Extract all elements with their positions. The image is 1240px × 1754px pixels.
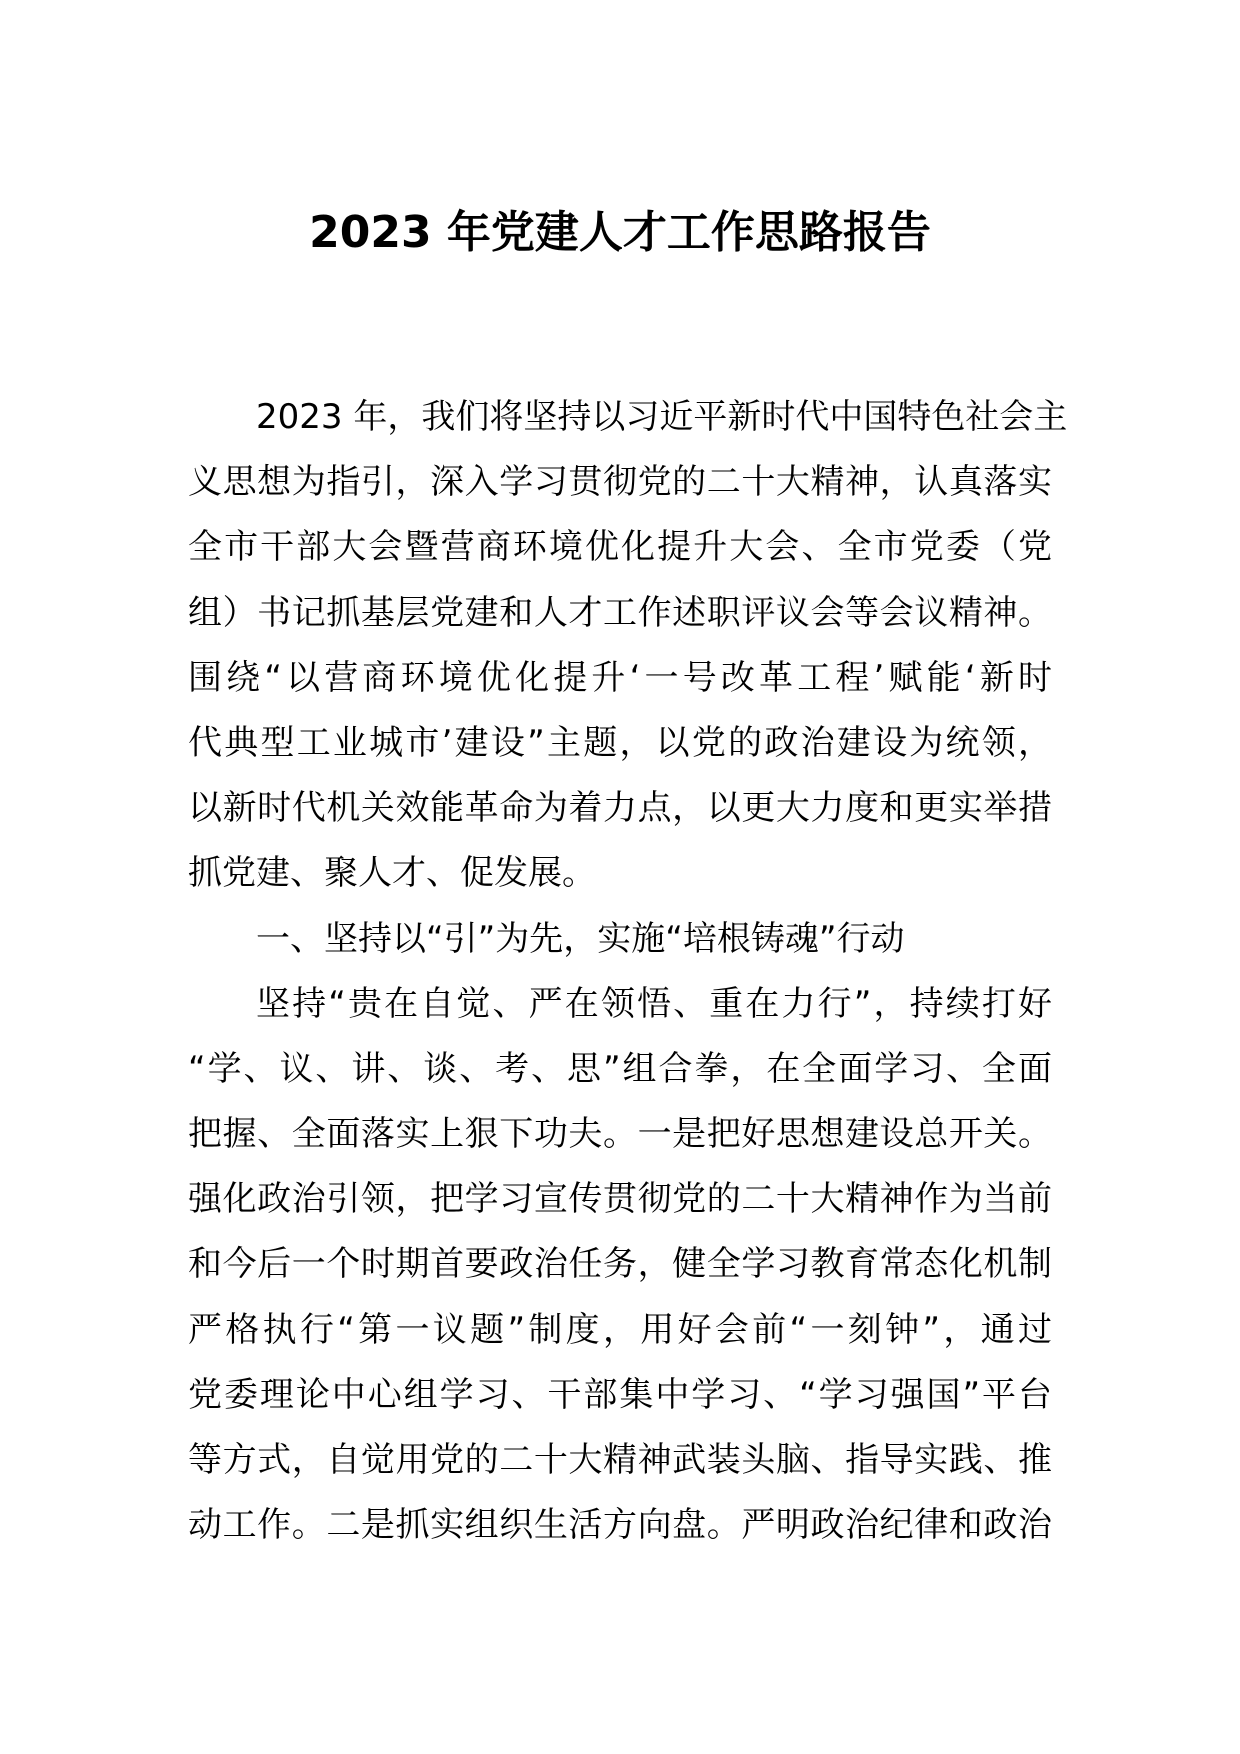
paragraph-line: 强化政治引领，把学习宣传贯彻党的二十大精神作为当前	[188, 1179, 1052, 1220]
paragraph-line: 坚持“贵在自觉、严在领悟、重在力行”，持续打好	[256, 983, 1052, 1024]
paragraph-line: 全市干部大会暨营商环境优化提升大会、全市党委（党	[188, 527, 1052, 568]
paragraph-line: “学、议、讲、谈、考、思”组合拳，在全面学习、全面	[188, 1048, 1052, 1089]
section-heading-text: 一、坚持以“引”为先，实施“培根铸魂”行动	[256, 918, 905, 959]
paragraph-line: 围绕“以营商环境优化提升‘一号改革工程’赋能‘新时	[188, 657, 1052, 698]
document-body	[188, 385, 1068, 1558]
paragraph-line: 党委理论中心组学习、干部集中学习、“学习强国”平台	[188, 1374, 1052, 1415]
section-heading	[188, 907, 1052, 972]
paragraph-line: 2023 年，我们将坚持以习近平新时代中国特色社会主	[256, 397, 1068, 437]
paragraph-line: 以新时代机关效能革命为着力点，以更大力度和更实举措	[188, 788, 1052, 829]
paragraph-line: 动工作。二是抓实组织生活方向盘。严明政治纪律和政治	[188, 1505, 1052, 1546]
document-title: 2023 年党建人才工作思路报告	[309, 207, 931, 258]
paragraph-line: 抓党建、聚人才、促发展。	[188, 853, 596, 894]
paragraph-line: 严格执行“第一议题”制度，用好会前“一刻钟”，通过	[188, 1309, 1052, 1350]
paragraph-line: 把握、全面落实上狠下功夫。一是把好思想建设总开关。	[188, 1114, 1052, 1155]
paragraph-line: 代典型工业城市’建设”主题，以党的政治建设为统领，	[188, 722, 1052, 763]
paragraph-line: 组）书记抓基层党建和人才工作述职评议会等会议精神。	[188, 592, 1052, 633]
body-paragraph	[188, 385, 1068, 907]
paragraph-line: 和今后一个时期首要政治任务，健全学习教育常态化机制	[188, 1244, 1052, 1285]
body-paragraph	[188, 972, 1052, 1559]
paragraph-line: 等方式，自觉用党的二十大精神武装头脑、指导实践、推	[188, 1440, 1052, 1480]
paragraph-line: 义思想为指引，深入学习贯彻党的二十大精神，认真落实	[188, 462, 1052, 503]
